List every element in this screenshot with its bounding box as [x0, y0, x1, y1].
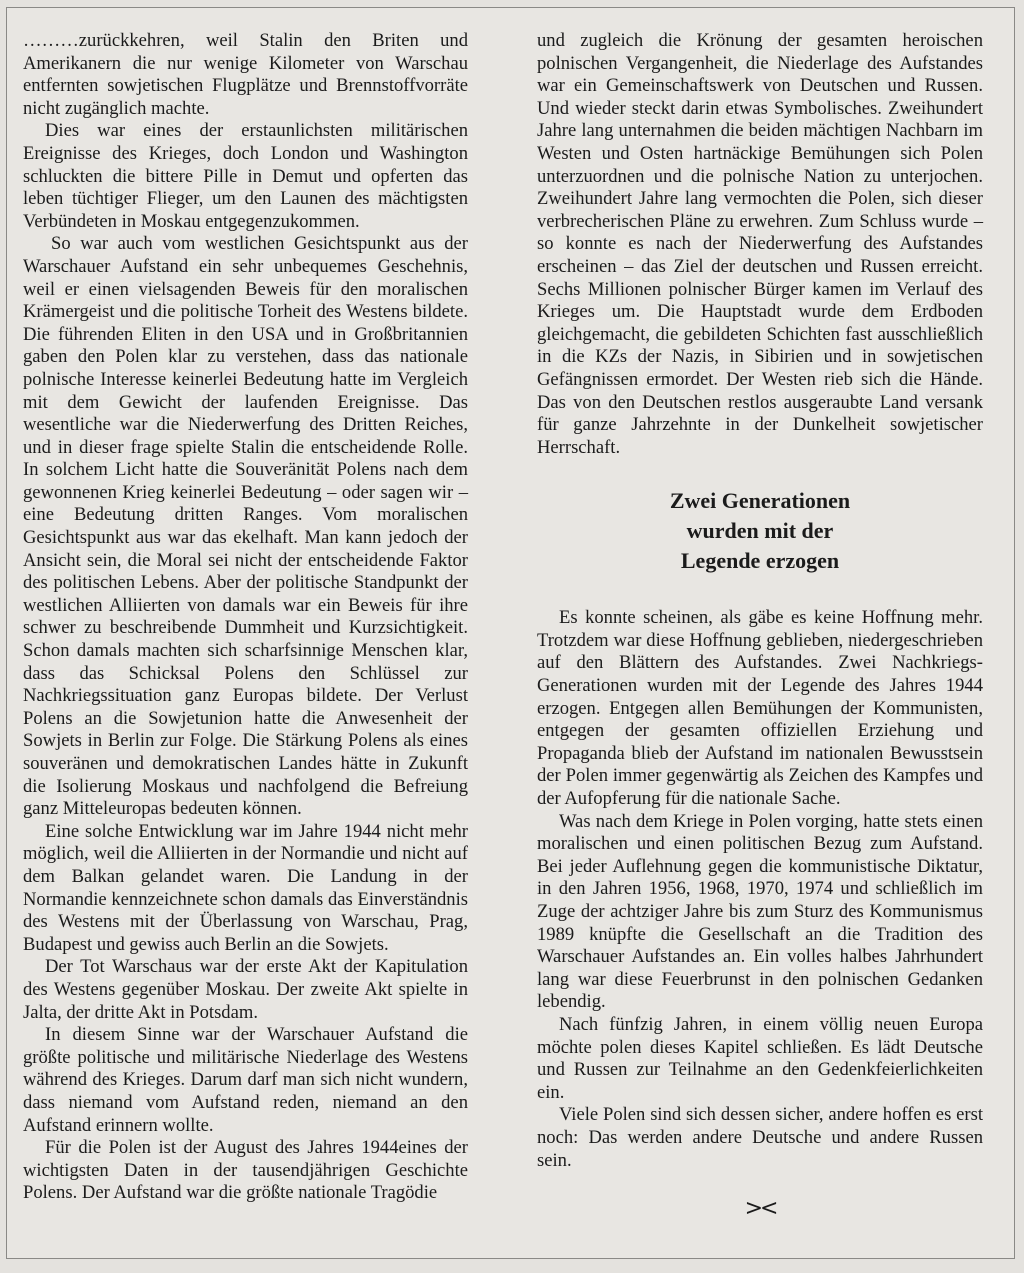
paragraph: Es konnte scheinen, als gäbe es keine Hoffnung mehr. Trotzdem war diese Hoffnung geblieben, niedergeschrieben auf den Blättern des Aufstandes. Zwei Nachkriegs-Generationen wurden mit der Legende des Jahres 1944 erzogen. Entgegen allen Bemühungen der Kommunisten, entgegen der gesamten offiziellen Erziehung und Propaganda blieb der Aufstand im nationalen Bewusstsein der Polen immer gegenwärtig als Zeichen des Kampfes und der Aufopferung für die nationale Sache.	[537, 607, 983, 810]
heading-line: Legende erzogen	[680, 548, 840, 574]
paragraph: Nach fünfzig Jahren, in einem völlig neuen Europa möchte polen dieses Kapitel schließen. Es lädt Deutsche und Russen zur Teilnahme an den Gedenkfeierlichkeiten ein.	[537, 1013, 983, 1103]
paragraph: ………zurückkehren, weil Stalin den Briten und Amerikanern die nur wenige Kilometer von Warschau entfernten sowjetischen Flugplätze und Brennstoffvorräte nicht zugänglich machte.	[23, 30, 468, 119]
paragraph: So war auch vom westlichen Gesichtspunkt aus der Warschauer Aufstand ein sehr unbequemes Geschehnis, weil er einen vielsagenden Beweis für den moralischen Krämergeist und die politische Torheit des Westens bildete. Die führenden Eliten in den USA und in Großbritannien gaben den Polen klar zu verstehen, dass das nationale polnische Interesse keinerlei Bedeutung hatte im Vergleich mit dem Gewicht der laufenden Ereignisse. Das wesentliche war die Niederwerfung des Dritten Reiches, und in dieser frage spielte Stalin die entscheidende Rolle. In solchem Licht hatte die Souveränität Polens nach dem gewonnenen Krieg keinerlei Bedeutung – oder sagen wir – eine Bedeutung dritten Ranges. Vom moralischen Gesichtspunkt aus war das ekelhaft. Man kann jedoch der Ansicht sein, die Moral sei nicht der entscheidende Faktor des politischen Lebens. Aber der politische Standpunkt der westlichen Alliierten von damals war ein Beweis für ihre schwer zu beschreibende Dummheit und Kurzsichtigkeit. Schon damals machten sich scharfsinnige Menschen klar, dass das Schicksal Polens den Schlüssel zur Nachkriegssituation ganz Europas bildete. Der Verlust Polens an die Sowjetunion hatte die Anwesenheit der Sowjets in Berlin zur Folge. Die Stärkung Polens als eines souveränen und demokratischen Landes hätte in Zukunft die Isolierung Moskaus und nachfolgend die Befreiung ganz Mitteleuropas bedeuten können.	[23, 233, 468, 820]
heading-line: wurden mit der	[686, 518, 834, 544]
paragraph: In diesem Sinne war der Warschauer Aufstand die größte politische und militärische Niederlage des Westens während des Krieges. Darum darf man sich nicht wundern, dass niemand vom Aufstand reden, niemand an den Aufstand erinnern wollte.	[23, 1024, 468, 1136]
paragraph: Dies war eines der erstaunlichsten militärischen Ereignisse des Krieges, doch London und Washington schluckten die bittere Pille in Demut und opferten das leben tüchtiger Flieger, um den Launen des mächtigsten Verbündeten in Moskau entgegenzukommen.	[23, 120, 468, 232]
left-column	[23, 30, 468, 1205]
section-heading	[537, 486, 983, 576]
paragraph: Viele Polen sind sich dessen sicher, andere hoffen es erst noch: Das werden andere Deutsche und andere Russen sein.	[537, 1104, 983, 1171]
right-column	[537, 30, 983, 1221]
page-frame	[6, 7, 1015, 1259]
paragraph: Der Tot Warschaus war der erste Akt der Kapitulation des Westens gegenüber Moskau. Der zweite Akt spielte in Jalta, der dritte Akt in Potsdam.	[23, 956, 468, 1023]
heading-line: Zwei Generationen	[669, 488, 851, 514]
paragraph: Eine solche Entwicklung war im Jahre 1944 nicht mehr möglich, weil die Alliierten in der Normandie und nicht auf dem Balkan gelandet waren. Die Landung in der Normandie kennzeichnete schon damals das Einverständnis des Westens mit der Überlassung von Warschau, Prag, Budapest und gewiss auch Berlin an die Sowjets.	[23, 820, 468, 955]
end-ornament: ><	[744, 1196, 776, 1222]
paragraph: Für die Polen ist der August des Jahres 1944eines der wichtigsten Daten in der tausendjährigen Geschichte Polens. Der Aufstand war die größte nationale Tragödie	[23, 1137, 468, 1204]
paragraph: Was nach dem Kriege in Polen vorging, hatte stets einen moralischen und einen politischen Bezug zum Aufstand. Bei jeder Auflehnung gegen die kommunistische Diktatur, in den Jahren 1956, 1968, 1970, 1974 und schließlich im Zuge der achtziger Jahre bis zum Sturz des Kommunismus 1989 knüpfte die Gesellschaft an die Tradition des Warschauer Aufstandes an. Ein volles halbes Jahrhundert lang war diese Feuerbrunst in den polnischen Gedanken lebendig.	[537, 810, 983, 1013]
paragraph: und zugleich die Krönung der gesamten heroischen polnischen Vergangenheit, die Niederlage des Aufstandes war ein Gemeinschaftswerk von Deutschen und Russen. Und wieder steckt darin etwas Symbolisches. Zweihundert Jahre lang unternahmen die beiden mächtigen Nachbarn im Westen und Osten hartnäckige Bemühungen sich Polen unterzuordnen und die polnische Nation zu unterjochen. Zweihundert Jahre lang vermochten die Polen, sich dieser verbrecherischen Pläne zu erwehren. Zum Schluss wurde – so konnte es nach der Niederwerfung des Aufstandes erscheinen – das Ziel der deutschen und Russen erreicht. Sechs Millionen polnischer Bürger kamen im Verlauf des Krieges um. Die Hauptstadt wurde dem Erdboden gleichgemacht, die gebildeten Schichten fast ausschließlich in die KZs der Nazis, in Sibirien und in sowjetischen Gefängnissen ermordet. Der Westen rieb sich die Hände. Das von den Deutschen restlos ausgeraubte Land versank für ganze Jahrzehnte in der Dunkelheit sowjetischer Herrschaft.	[537, 30, 983, 458]
